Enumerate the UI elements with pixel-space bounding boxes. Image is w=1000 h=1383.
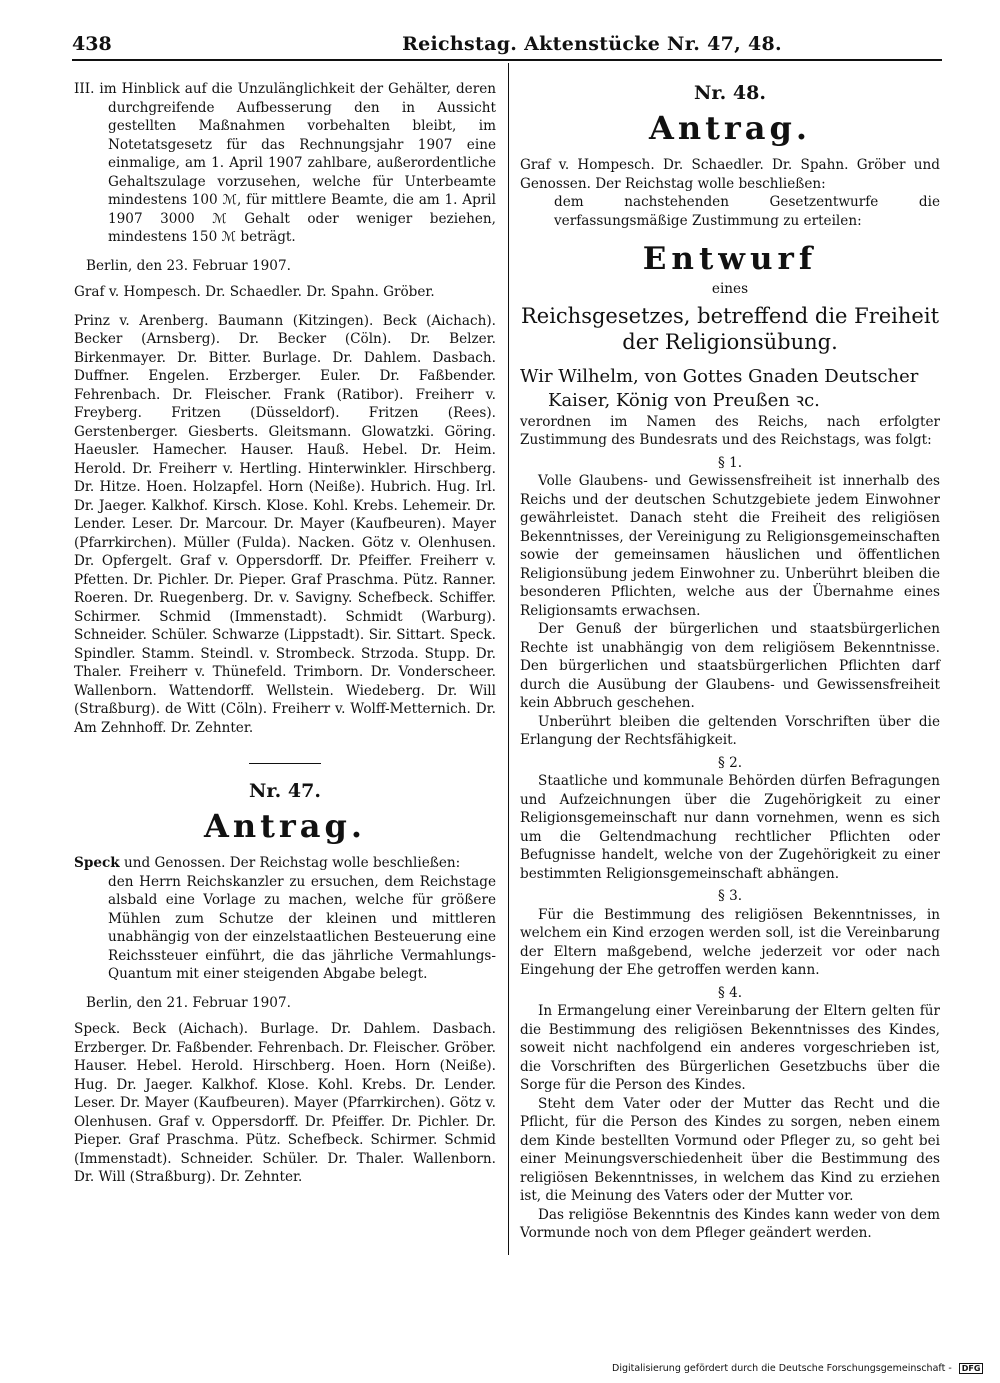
document-number: Nr. 48.: [694, 82, 766, 104]
item-iii: III. im Hinblick auf die Unzulänglichkeit der Gehälter, deren durchgreifende Aufbesserung den in Aussicht gestellten Maßnahmen vorbehalten bleibt, im Notetatsgesetz für das Rechnungsjahr 1907 eine einmalige, am 1. April 1907 zahlbare, außerordentliche Gehaltszulage vorzusehen, welche für Unterbeamte mindestens 100 ℳ, für mittlere Beamte, die am 1. April 1907 3000 ℳ Gehalt oder weniger beziehen, mindestens 150 ℳ beträgt.: [74, 81, 496, 245]
document-number: Nr. 47.: [249, 780, 321, 802]
enactment-formula-cont: Kaiser, König von Preußen ꝛc.: [548, 389, 820, 411]
section-heading: § 1.: [717, 454, 743, 471]
section-heading: § 2.: [717, 754, 743, 771]
antrag-heading: Antrag.: [649, 109, 811, 147]
section-paragraph: In Ermangelung einer Vereinbarung der Eltern gelten für die Bestimmung des religiösen Bekenntnisses des Kindes, soweit nicht nachfolgend ein anderes vorgeschrieben ist, die Vorschriften des Bürgerlichen Gesetzbuchs über die Sorge für die Person des Kindes.: [520, 1003, 940, 1093]
enactment-clause: verordnen im Namen des Reichs, nach erfolgter Zustimmung des Bundesrats und des Reichstags, was folgt:: [520, 413, 940, 448]
running-title: Reichstag. Aktenstücke Nr. 47, 48.: [402, 33, 782, 55]
column-divider: [508, 63, 509, 1255]
section-paragraph: Unberührt bleiben die geltenden Vorschriften über die Erlangung der Rechtsfähigkeit.: [520, 713, 940, 748]
eines-line: eines: [711, 281, 749, 297]
antrag-body: den Herrn Reichskanzler zu ersuchen, dem Reichstage alsbald eine Vorlage zu machen, welche für größere Mühlen zum Schutze der kleinen und mittleren unabhängig von der einzelstaatlichen Besteuerung eine Reichssteuer einführt, die das jährliche Vermahlungs-Quantum mit einer steigenden Abgabe belegt.: [108, 873, 496, 982]
separator-rule: [249, 763, 321, 764]
entwurf-heading: Entwurf: [642, 241, 818, 277]
signatories-list: Speck. Beck (Aichach). Burlage. Dr. Dahlem. Dasbach. Erzberger. Dr. Faßbender. Fehrenbach. Dr. Fleischer. Gröber. Hauser. Hebel. Herold. Hirschberg. Hoen. Horn (Neiße). Hug. Dr. Jaeger. Kalkhof. Klose. Kohl. Krebs. Dr. Lender. Leser. Dr. Mayer (Kaufbeuren). Mayer (Pfarrkirchen). Götz v. Olenhusen. Graf v. Oppersdorff. Dr. Pfeiffer. Dr. Pichler. Dr. Pieper. Graf Praschma. Pütz. Schefbeck. Schirmer. Schmid (Immenstadt). Schneider. Schüler. Dr. Thaler. Wallenborn. Dr. Will (Straßburg). Dr. Zehnter.: [74, 1021, 496, 1185]
digitization-credit: [612, 1363, 983, 1374]
page-number: 438: [72, 33, 112, 55]
section-paragraph: Steht dem Vater oder der Mutter das Recht und die Pflicht, für die Person des Kindes zu sorgen, neben einem dem Kinde bestellten Vormund oder Pfleger zu, so geht bei einer Meinungsverschiedenheit über die Bestimmung des religiösen Bekenntnisses, in welchem das Kind zu erziehen ist, die Meinung des Vaters oder der Mutter vor.: [520, 1095, 940, 1204]
date-line: Berlin, den 23. Februar 1907.: [86, 257, 291, 274]
left-column: [74, 80, 496, 1187]
antrag-intro-text: und Genossen. Der Reichstag wolle beschließen:: [119, 855, 461, 871]
date-line: Berlin, den 21. Februar 1907.: [86, 994, 291, 1011]
page-header: [72, 33, 942, 61]
antrag-intro: Graf v. Hompesch. Dr. Schaedler. Dr. Spahn. Gröber und Genossen. Der Reichstag wolle beschließen:: [520, 157, 940, 192]
section-paragraph: Das religiöse Bekenntnis des Kindes kann weder von dem Vormunde noch von dem Pfleger geändert werden.: [520, 1206, 940, 1241]
section-paragraph: Der Genuß der bürgerlichen und staatsbürgerlichen Rechte ist unabhängig von dem religiösem Bekenntnisse. Den bürgerlichen und staatsbürgerlichen Pflichten darf durch die Ausübung der Glaubens- und Gewissensfreiheit kein Abbruch geschehen.: [520, 621, 940, 711]
section-heading: § 4.: [717, 984, 743, 1001]
dfg-logo: DFG: [959, 1363, 984, 1374]
enactment-formula: Wir Wilhelm, von Gottes Gnaden Deutscher: [520, 365, 919, 387]
section-paragraph: Volle Glaubens- und Gewissensfreiheit ist innerhalb des Reichs und der deutschen Schutzgebiete jedem Einwohner gewährleistet. Danach steht die Freiheit des religiösen Bekenntnisses, der Vereinigung zu Religionsgemeinschaften sowie der gemeinsamen häuslichen und öffentlichen Religionsübung jedem Einwohner zu. Unberührt bleiben die besonderen Pflichten, welche aus der Übernahme eines Religionsamts erwachsen.: [520, 473, 940, 619]
antrag-body: dem nachstehenden Gesetzentwurfe die verfassungsmäßige Zustimmung zu erteilen:: [554, 194, 940, 229]
section-paragraph: Staatliche und kommunale Behörden dürfen Befragungen und Aufzeichnungen über die Zugehörigkeit zu einer Religionsgemeinschaft nur dann vornehmen, wenn es sich um die Geltendmachung rechtlicher Pflichten oder Befugnisse handelt, welche von der Zugehörigkeit zu einer bestimmten Religionsgemeinschaft abhängen.: [520, 773, 940, 882]
right-column: [520, 80, 940, 1243]
credit-text: Digitalisierung gefördert durch die Deutsche Forschungsgemeinschaft -: [612, 1363, 952, 1374]
section-paragraph: Für die Bestimmung des religiösen Bekenntnisses, in welchem ein Kind erzogen werden soll, ist die Vereinbarung der Eltern maßgebend, welche jederzeit vor oder nach Eingehung der Ehe getroffen werden kann.: [520, 906, 940, 978]
antrag-intro: [74, 854, 496, 873]
signatories-lead: Graf v. Hompesch. Dr. Schaedler. Dr. Spahn. Gröber.: [74, 284, 435, 300]
signatories-list: Prinz v. Arenberg. Baumann (Kitzingen). Beck (Aichach). Becker (Arnsberg). Dr. Becker (Cöln). Dr. Belzer. Birkenmayer. Dr. Bitter. Burlage. Dr. Dahlem. Dasbach. Duffner. Engelen. Erzberger. Euler. Dr. Faßbender. Fehrenbach. Dr. Fleischer. Frank (Ratibor). Freiherr v. Freyberg. Fritzen (Düsseldorf). Fritzen (Rees). Gerstenberger. Giesberts. Gleitsmann. Glowatzki. Göring. Haeusler. Hamecher. Hauser. Hauß. Hebel. Dr. Heim. Herold. Dr. Freiherr v. Hertling. Hinterwinkler. Hirschberg. Dr. Hitze. Hoen. Holzapfel. Horn (Neiße). Hubrich. Hug. Irl. Dr. Jaeger. Kalkhof. Kirsch. Klose. Kohl. Krebs. Lehemeir. Dr. Lender. Leser. Dr. Marcour. Dr. Mayer (Kaufbeuren). Mayer (Pfarrkirchen). Müller (Fulda). Nacken. Götz v. Olenhusen. Dr. Opfergelt. Graf v. Oppersdorff. Dr. Pfeiffer. Freiherr v. Pfetten. Dr. Pichler. Dr. Pieper. Graf Praschma. Pütz. Ranner. Roeren. Dr. Ruegenberg. Dr. v. Savigny. Schefbeck. Schiffer. Schirmer. Schmid (Immenstadt). Schmidt (Warburg). Schneider. Schüler. Schwarze (Lippstadt). Sir. Sittart. Speck. Spindler. Stamm. Steindl. v. Strombeck. Strzoda. Stupp. Dr. Thaler. Freiherr v. Thünefeld. Trimborn. Dr. Vonderscheer. Wallenborn. Wattendorff. Wellstein. Wiedeberg. Dr. Will (Straßburg). de Witt (Cöln). Freiherr v. Wolff-Metternich. Dr. Am Zehnhoff. Dr. Zehnter.: [74, 312, 496, 736]
section-heading: § 3.: [717, 888, 743, 904]
law-title: Reichsgesetzes, betreffend die Freiheit der Religionsübung.: [520, 303, 940, 354]
proposer-name: Speck: [74, 855, 120, 871]
antrag-heading: Antrag.: [204, 807, 366, 845]
